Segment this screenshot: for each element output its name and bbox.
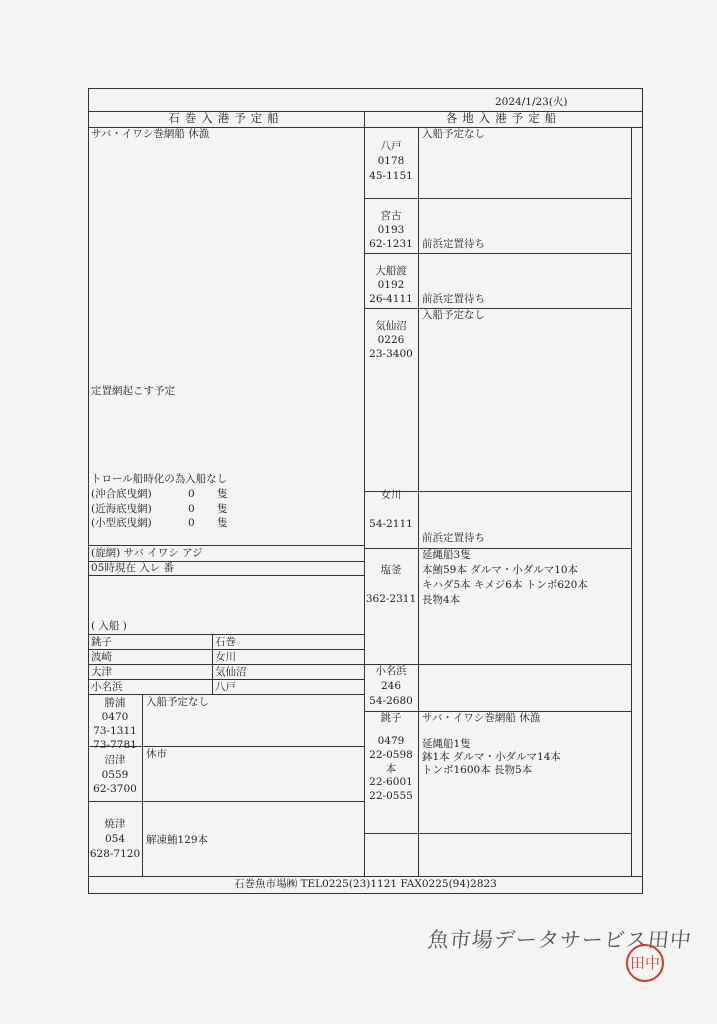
port-cell: 女川 xyxy=(215,651,236,663)
port-cell: 大津 xyxy=(91,666,112,678)
port-name: 焼津 xyxy=(104,818,126,830)
port-area-code: 054 xyxy=(104,833,126,845)
divider xyxy=(88,694,364,695)
port-info: 延縄船3隻 xyxy=(422,549,471,561)
port-info: 延縄船1隻 xyxy=(422,738,471,750)
port-phone: 62-3700 xyxy=(93,783,137,795)
port-cell: 気仙沼 xyxy=(215,666,247,678)
port-name: 勝浦 xyxy=(104,697,126,709)
footer-contact: 石巻魚市場㈱ TEL0225(23)1121 FAX0225(94)2823 xyxy=(234,878,497,890)
port-info: 前浜定置待ち xyxy=(422,532,485,544)
port-info: 前浜定置待ち xyxy=(422,238,485,250)
divider xyxy=(364,308,631,309)
divider xyxy=(364,548,631,549)
port-phone: 23-3400 xyxy=(369,348,413,360)
port-cell: 銚子 xyxy=(91,636,112,648)
divider xyxy=(88,545,364,546)
divider xyxy=(364,253,631,254)
port-area-code: 0178 xyxy=(377,155,405,167)
port-info: 休市 xyxy=(146,748,167,760)
divider xyxy=(88,575,364,576)
port-area-code: 246 xyxy=(380,680,402,692)
arrivals-label: ( 入船 ) xyxy=(91,620,127,632)
trawl-unit: 隻 xyxy=(217,503,228,515)
port-info: 入船予定なし xyxy=(146,696,209,708)
port-info: 前浜定置待ち xyxy=(422,293,485,305)
divider xyxy=(142,694,143,876)
port-phone: 73-7781 xyxy=(93,739,137,751)
trawl-name: (近海底曳網) xyxy=(91,503,152,515)
port-phone: 22-6001 xyxy=(369,776,413,788)
divider xyxy=(631,127,632,876)
divider xyxy=(418,127,419,876)
port-area-code: 0470 xyxy=(101,711,129,723)
report-date: 2024/1/23(火) xyxy=(495,96,568,108)
port-name: 気仙沼 xyxy=(375,320,407,332)
divider xyxy=(88,876,643,877)
port-cell: 石巻 xyxy=(215,636,236,648)
signature: 魚市場データサービス田中 xyxy=(426,928,694,952)
divider xyxy=(88,649,364,650)
trawl-name: (沖合底曳網) xyxy=(91,488,152,500)
trawl-count: 0 xyxy=(188,503,195,515)
port-cell: 波崎 xyxy=(91,651,112,663)
purse-seine-species: (旋網) サバ イワシ アジ xyxy=(91,547,203,559)
left-section-header: 石巻入港予定船 xyxy=(168,111,284,125)
purse-seine-time: 05時現在 入レ 番 xyxy=(91,562,175,574)
port-area-code: 0226 xyxy=(377,334,405,346)
port-info: 解凍鮪129本 xyxy=(146,834,209,846)
set-net-note: 定置網起こす予定 xyxy=(91,385,175,397)
port-name: 宮古 xyxy=(380,210,402,222)
trawl-unit: 隻 xyxy=(217,488,228,500)
trawl-note: トロール船時化の為入船なし xyxy=(91,473,228,485)
divider xyxy=(88,679,364,680)
port-name: 女川 xyxy=(380,489,402,501)
divider xyxy=(88,634,364,635)
divider xyxy=(364,833,631,834)
divider xyxy=(88,801,364,802)
port-name: 大船渡 xyxy=(375,265,407,277)
port-name: 八戸 xyxy=(380,140,402,152)
trawl-count: 0 xyxy=(188,517,195,529)
port-name: 銚子 xyxy=(380,712,402,724)
trawl-unit: 隻 xyxy=(217,517,228,529)
name-stamp: 田中 xyxy=(626,944,664,982)
divider xyxy=(364,198,631,199)
port-phone: 362-2311 xyxy=(365,593,417,605)
port-area-code: 0193 xyxy=(377,224,405,236)
port-phone: 73-1311 xyxy=(93,725,137,737)
right-section-header: 各地入港予定船 xyxy=(445,111,562,125)
port-info: 入船予定なし xyxy=(422,309,485,321)
trawl-count: 0 xyxy=(188,488,195,500)
port-phone: 54-2680 xyxy=(369,695,413,707)
port-area-code: 0192 xyxy=(377,279,405,291)
port-cell: 小名浜 xyxy=(91,681,123,693)
port-phone: 本 xyxy=(385,763,397,775)
port-name: 塩釜 xyxy=(380,564,402,576)
purse-seine-status: サバ・イワシ巻網船 休漁 xyxy=(91,128,210,140)
port-phone: 54-2111 xyxy=(369,518,413,530)
port-info: 長物4本 xyxy=(422,594,461,606)
port-info: キハダ5本 キメジ6本 トンボ620本 xyxy=(422,579,588,591)
port-info: 本鮪59本 ダルマ・小ダルマ10本 xyxy=(422,564,579,576)
port-phone: 628-7120 xyxy=(89,848,141,860)
port-area-code: 0479 xyxy=(377,735,405,747)
port-phone: 22-0555 xyxy=(369,790,413,802)
port-phone: 62-1231 xyxy=(369,238,413,250)
divider xyxy=(212,634,213,694)
port-area-code: 0559 xyxy=(101,769,129,781)
trawl-name: (小型底曳網) xyxy=(91,517,152,529)
port-cell: 八戸 xyxy=(215,681,236,693)
port-phone: 45-1151 xyxy=(369,170,413,182)
port-phone: 26-4111 xyxy=(369,293,413,305)
port-name: 沼津 xyxy=(104,754,126,766)
port-info: サバ・イワシ巻網船 休漁 xyxy=(422,712,541,724)
port-info: 鉢1本 ダルマ・小ダルマ14本 xyxy=(422,751,561,763)
port-phone: 22-0598 xyxy=(369,749,413,761)
divider xyxy=(88,664,364,665)
port-info: トンボ1600本 長物5本 xyxy=(422,764,533,776)
port-info: 入船予定なし xyxy=(422,128,485,140)
port-name: 小名浜 xyxy=(375,665,407,677)
